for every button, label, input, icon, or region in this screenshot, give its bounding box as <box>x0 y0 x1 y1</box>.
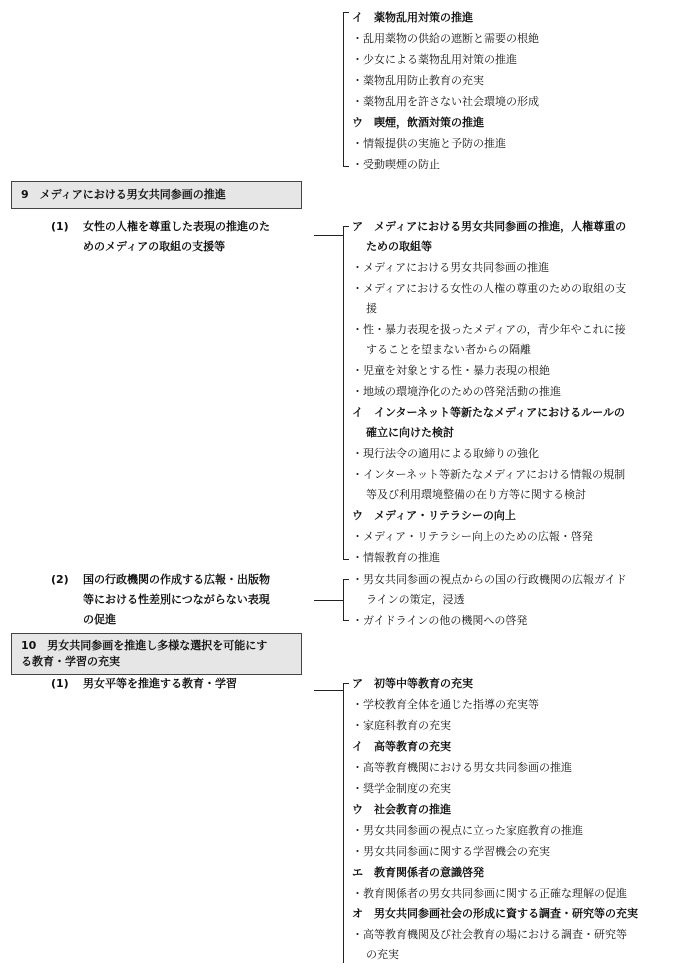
bracket-line <box>343 579 344 621</box>
bracket-line <box>343 683 344 963</box>
list-item: ウ 社会教育の推進 <box>352 803 451 816</box>
list-item: ・インターネット等新たなメディアにおける情報の規制 <box>352 468 626 481</box>
subsection-number: (2) <box>51 573 69 586</box>
list-item: ・薬物乱用防止教育の充実 <box>352 74 484 87</box>
subsection-label-line: 国の行政機関の作成する広報・出版物 <box>83 573 270 586</box>
subsection-label-line: 等における性差別につながらない表現 <box>83 593 270 606</box>
list-item: イ 薬物乱用対策の推進 <box>352 11 473 24</box>
list-item: ・高等教育機関における男女共同参画の推進 <box>352 761 572 774</box>
list-item: ア 初等中等教育の充実 <box>352 677 473 690</box>
list-item: ア メディアにおける男女共同参画の推進，人権尊重の <box>352 220 627 233</box>
list-item: ・教育関係者の男女共同参画に関する正確な理解の促進 <box>352 887 627 900</box>
list-item: ・児童を対象とする性・暴力表現の根絶 <box>352 364 550 377</box>
list-item: ・地域の環境浄化のための啓発活動の推進 <box>352 385 561 398</box>
list-item: の充実 <box>366 948 399 961</box>
list-item: 援 <box>366 302 377 315</box>
top-bracket-tick-bottom <box>343 166 349 167</box>
list-item: ・性・暴力表現を扱ったメディアの，青少年やこれに接 <box>352 323 626 336</box>
subsection-label-line: 女性の人権を尊重した表現の推進のた <box>83 220 270 233</box>
list-item: ・メディア・リテラシー向上のための広報・啓発 <box>352 530 593 543</box>
list-item: ための取組等 <box>366 240 432 253</box>
section-10-title-line: 10 男女共同参画を推進し多様な選択を可能にす <box>21 639 268 652</box>
subsection-number: (1) <box>51 677 69 690</box>
bracket-tick-top <box>343 226 349 227</box>
list-item: ・現行法令の適用による取締りの強化 <box>352 447 539 460</box>
list-item: イ インターネット等新たなメディアにおけるルールの <box>352 406 625 419</box>
list-item: ・高等教育機関及び社会教育の場における調査・研究等 <box>352 928 627 941</box>
bracket-tick-bottom <box>343 620 349 621</box>
bracket-tick-top <box>343 683 349 684</box>
list-item: ・メディアにおける女性の人権の尊重のための取組の支 <box>352 282 627 295</box>
connector-line <box>314 600 343 601</box>
subsection-number: (1) <box>51 220 69 233</box>
list-item: ・家庭科教育の充実 <box>352 719 451 732</box>
list-item: ・奨学金制度の充実 <box>352 782 451 795</box>
list-item: 確立に向けた検討 <box>366 426 454 439</box>
connector-line <box>314 690 343 691</box>
list-item: ・男女共同参画の視点に立った家庭教育の推進 <box>352 824 583 837</box>
list-item: ・少女による薬物乱用対策の推進 <box>352 53 517 66</box>
list-item: ・男女共同参画に関する学習機会の充実 <box>352 845 550 858</box>
list-item: エ 教育関係者の意識啓発 <box>352 866 484 879</box>
list-item: ・薬物乱用を許さない社会環境の形成 <box>352 95 539 108</box>
list-item: 等及び利用環境整備の在り方等に関する検討 <box>366 488 586 501</box>
list-item: ・情報教育の推進 <box>352 551 440 564</box>
top-bracket-line <box>343 12 344 167</box>
section-9-title: 9 メディアにおける男女共同参画の推進 <box>21 188 226 201</box>
list-item: オ 男女共同参画社会の形成に資する調査・研究等の充実 <box>352 907 638 920</box>
list-item: ・受動喫煙の防止 <box>352 158 440 171</box>
section-10-heading <box>11 633 302 675</box>
section-9-heading <box>11 181 302 209</box>
list-item: イ 高等教育の充実 <box>352 740 451 753</box>
subsection-label-line: の促進 <box>83 613 116 626</box>
top-bracket-tick-top <box>343 12 349 13</box>
list-item: ・乱用薬物の供給の遮断と需要の根絶 <box>352 32 539 45</box>
connector-line <box>314 235 343 236</box>
subsection-label-line: 男女平等を推進する教育・学習 <box>83 677 237 690</box>
bracket-tick-top <box>343 579 349 580</box>
list-item: ラインの策定，浸透 <box>366 593 465 606</box>
bracket-tick-bottom <box>343 559 349 560</box>
list-item: ・情報提供の実施と予防の推進 <box>352 137 506 150</box>
list-item: ウ メディア・リテラシーの向上 <box>352 509 516 522</box>
bracket-line <box>343 226 344 560</box>
list-item: ・メディアにおける男女共同参画の推進 <box>352 261 550 274</box>
subsection-label-line: めのメディアの取組の支援等 <box>83 240 226 253</box>
list-item: することを望まない者からの隔離 <box>366 343 531 356</box>
list-item: ・男女共同参画の視点からの国の行政機関の広報ガイド <box>352 573 627 586</box>
list-item: ウ 喫煙，飲酒対策の推進 <box>352 116 484 129</box>
list-item: ・学校教育全体を通じた指導の充実等 <box>352 698 539 711</box>
section-10-title-line: る教育・学習の充実 <box>21 655 120 668</box>
list-item: ・ガイドラインの他の機関への啓発 <box>352 614 528 627</box>
